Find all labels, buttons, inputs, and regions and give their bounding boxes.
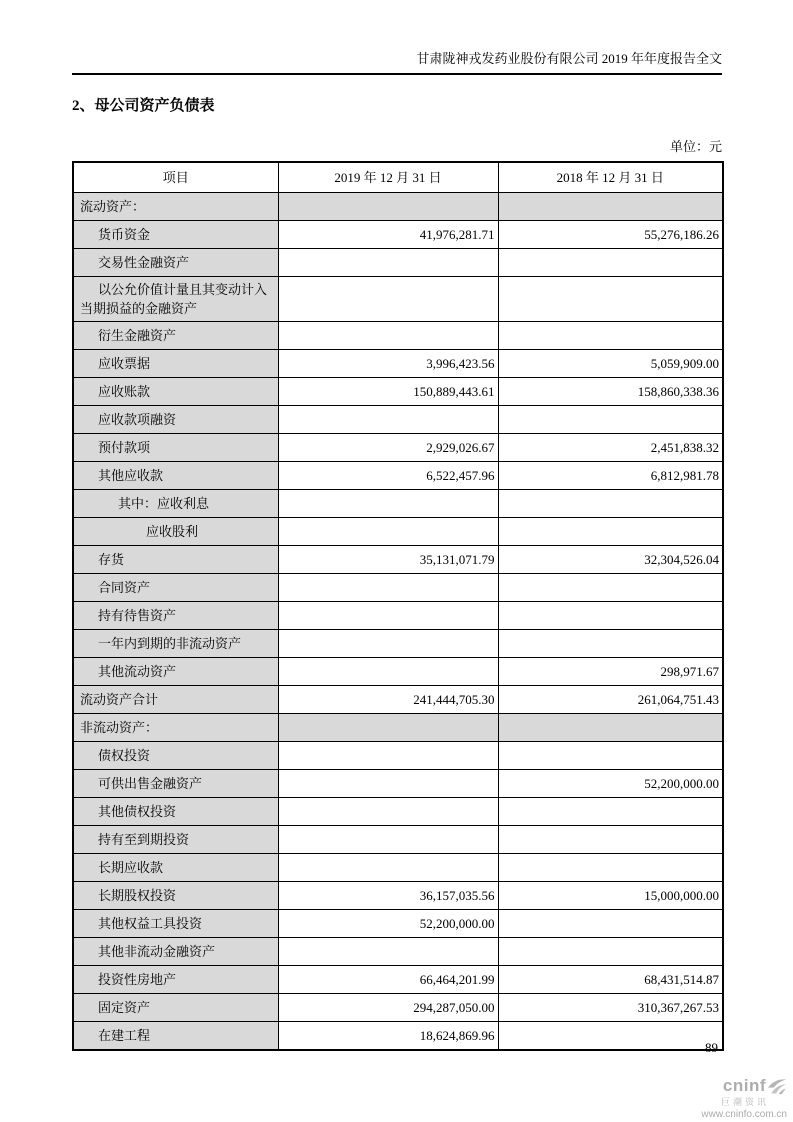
value-2018: [498, 714, 723, 742]
row-label: 其他权益工具投资: [73, 910, 278, 938]
value-2019: [278, 854, 498, 882]
table-row: [73, 994, 723, 1022]
table-row: [73, 406, 723, 434]
value-2019: [278, 742, 498, 770]
balance-sheet-body: [73, 193, 723, 1051]
value-2018: [498, 490, 723, 518]
value-2019: 41,976,281.71: [278, 221, 498, 249]
page-number: 89: [705, 1040, 718, 1055]
value-2018: 2,451,838.32: [498, 434, 723, 462]
row-label: 持有至到期投资: [73, 826, 278, 854]
cninfo-logo: [677, 1076, 787, 1120]
value-2018: [498, 602, 723, 630]
value-2018: 298,971.67: [498, 658, 723, 686]
cninfo-logo-row: [677, 1076, 787, 1096]
row-label: 货币资金: [73, 221, 278, 249]
value-2018: 68,431,514.87: [498, 966, 723, 994]
value-2019: [278, 277, 498, 322]
value-2018: [498, 322, 723, 350]
table-row: [73, 910, 723, 938]
value-2018: [498, 938, 723, 966]
table-row: [73, 966, 723, 994]
table-row: [73, 221, 723, 249]
document-header-title: 甘肃陇神戎发药业股份有限公司 2019 年年度报告全文: [416, 51, 722, 66]
value-2018: [498, 193, 723, 221]
row-label: 应收账款: [73, 378, 278, 406]
value-2019: 2,929,026.67: [278, 434, 498, 462]
row-label: 流动资产合计: [73, 686, 278, 714]
table-row: [73, 574, 723, 602]
table-row: [73, 770, 723, 798]
row-label: 其中：应收利息: [73, 490, 278, 518]
row-label: 其他流动资产: [73, 658, 278, 686]
table-row: [73, 1022, 723, 1051]
row-label: 预付款项: [73, 434, 278, 462]
table-row: [73, 462, 723, 490]
table-row: [73, 826, 723, 854]
value-2019: 294,287,050.00: [278, 994, 498, 1022]
value-2019: 35,131,071.79: [278, 546, 498, 574]
value-2018: 55,276,186.26: [498, 221, 723, 249]
value-2019: [278, 406, 498, 434]
table-row: [73, 277, 723, 322]
value-2018: [498, 798, 723, 826]
value-2019: [278, 574, 498, 602]
value-2019: [278, 938, 498, 966]
table-row: [73, 490, 723, 518]
value-2018: [498, 406, 723, 434]
table-row: [73, 938, 723, 966]
value-2018: 52,200,000.00: [498, 770, 723, 798]
value-2018: [498, 249, 723, 277]
cninfo-logo-subtitle: 巨潮资讯: [720, 1097, 769, 1107]
value-2018: [498, 518, 723, 546]
value-2018: 15,000,000.00: [498, 882, 723, 910]
value-2019: 241,444,705.30: [278, 686, 498, 714]
value-2019: [278, 322, 498, 350]
row-label: 债权投资: [73, 742, 278, 770]
section-title: 2、母公司资产负债表: [72, 98, 215, 114]
table-row: [73, 518, 723, 546]
table-row: [73, 249, 723, 277]
row-label: 合同资产: [73, 574, 278, 602]
value-2019: [278, 193, 498, 221]
row-label: 流动资产：: [73, 193, 278, 221]
row-label: 可供出售金融资产: [73, 770, 278, 798]
column-header-2018: 2018 年 12 月 31 日: [498, 162, 723, 193]
table-row: [73, 350, 723, 378]
table-row: [73, 630, 723, 658]
row-label: 其他非流动金融资产: [73, 938, 278, 966]
table-row: [73, 854, 723, 882]
table-row: [73, 434, 723, 462]
row-label: 投资性房地产: [73, 966, 278, 994]
table-row: [73, 798, 723, 826]
row-label: 存货: [73, 546, 278, 574]
value-2019: 52,200,000.00: [278, 910, 498, 938]
value-2018: [498, 910, 723, 938]
row-label: 衍生金融资产: [73, 322, 278, 350]
row-label: 应收款项融资: [73, 406, 278, 434]
table-row: [73, 882, 723, 910]
value-2018: [498, 742, 723, 770]
value-2019: [278, 798, 498, 826]
value-2019: [278, 490, 498, 518]
value-2018: [498, 630, 723, 658]
row-label: 应收票据: [73, 350, 278, 378]
row-label: 其他债权投资: [73, 798, 278, 826]
cninfo-logo-url: www.cninfo.com.cn: [701, 1109, 787, 1120]
value-2018: [498, 1022, 723, 1051]
value-2018: 310,367,267.53: [498, 994, 723, 1022]
row-label: 交易性金融资产: [73, 249, 278, 277]
row-label: 持有待售资产: [73, 602, 278, 630]
value-2018: 32,304,526.04: [498, 546, 723, 574]
table-row: [73, 714, 723, 742]
table-row: [73, 742, 723, 770]
value-2019: 6,522,457.96: [278, 462, 498, 490]
row-label: 其他应收款: [73, 462, 278, 490]
value-2018: 261,064,751.43: [498, 686, 723, 714]
value-2018: [498, 826, 723, 854]
value-2019: [278, 826, 498, 854]
row-label: 固定资产: [73, 994, 278, 1022]
value-2018: 5,059,909.00: [498, 350, 723, 378]
document-header: [72, 50, 722, 75]
table-row: [73, 193, 723, 221]
value-2019: 150,889,443.61: [278, 378, 498, 406]
row-label: 非流动资产：: [73, 714, 278, 742]
row-label: 一年内到期的非流动资产: [73, 630, 278, 658]
value-2018: [498, 574, 723, 602]
value-2019: [278, 518, 498, 546]
value-2019: 66,464,201.99: [278, 966, 498, 994]
column-header-item: 项目: [73, 162, 278, 193]
table-row: [73, 686, 723, 714]
row-label: 在建工程: [73, 1022, 278, 1051]
value-2019: [278, 602, 498, 630]
table-row: [73, 602, 723, 630]
value-2019: [278, 630, 498, 658]
value-2018: 6,812,981.78: [498, 462, 723, 490]
unit-label: 单位：元: [669, 139, 722, 154]
value-2018: [498, 277, 723, 322]
row-label: 以公允价值计量且其变动计入当期损益的金融资产: [73, 277, 278, 322]
row-label: 应收股利: [73, 518, 278, 546]
value-2019: [278, 770, 498, 798]
value-2018: 158,860,338.36: [498, 378, 723, 406]
table-row: [73, 546, 723, 574]
cninfo-logo-text: cninf: [722, 1076, 766, 1095]
row-label: 长期股权投资: [73, 882, 278, 910]
balance-sheet-table: [72, 161, 724, 1051]
value-2019: [278, 658, 498, 686]
table-header-row: [73, 162, 723, 193]
value-2019: 18,624,869.96: [278, 1022, 498, 1051]
column-header-2019: 2019 年 12 月 31 日: [278, 162, 498, 193]
row-label: 长期应收款: [73, 854, 278, 882]
value-2019: [278, 249, 498, 277]
value-2019: [278, 714, 498, 742]
cninfo-swirl-icon: [767, 1077, 787, 1095]
table-row: [73, 322, 723, 350]
table-row: [73, 378, 723, 406]
table-row: [73, 658, 723, 686]
value-2019: 36,157,035.56: [278, 882, 498, 910]
value-2019: 3,996,423.56: [278, 350, 498, 378]
value-2018: [498, 854, 723, 882]
